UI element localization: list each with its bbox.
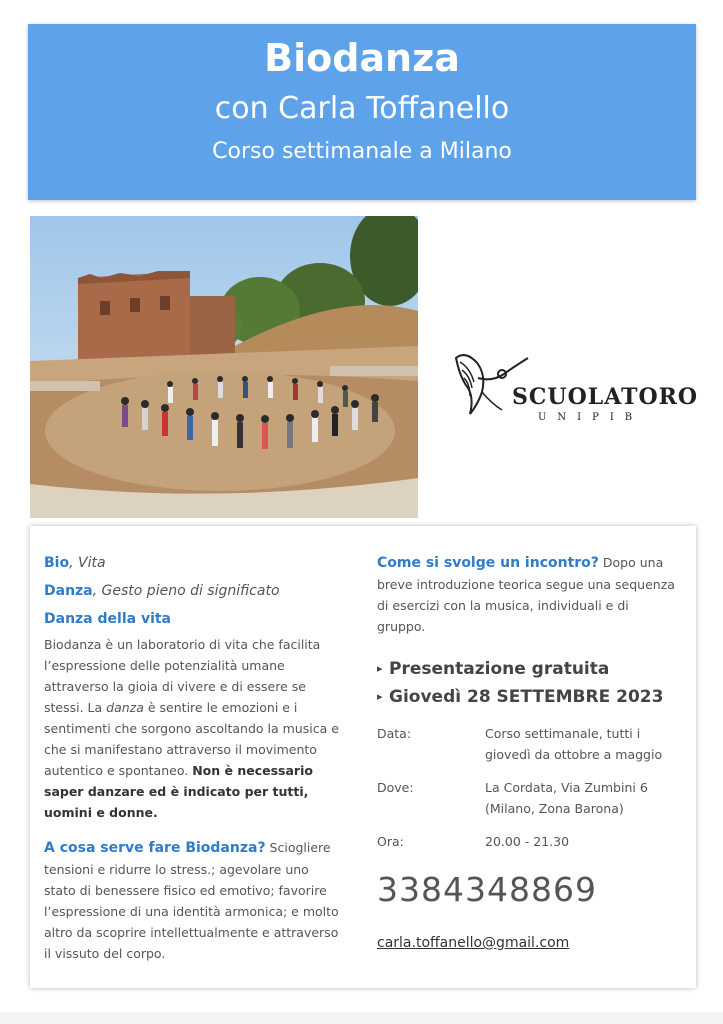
benefits-paragraph: A cosa serve fare Biodanza? Sciogliere tensioni e ridurre lo stress.; agevolare uno stato di benessere fisico ed emotivo; favorire l’espressione di una identità armonica; e molto altro da scoprire intellettualmente e attraverso il vissuto del corpo. [44,840,339,961]
session-paragraph: Come si svolge un incontro? Dopo una breve introduzione teorica segue una sequenza di esercizi con la musica, individuali e di gruppo. [377,555,675,634]
page-title: Biodanza [264,36,460,80]
danza-meaning: , Gesto pieno di significato [92,583,280,599]
left-column [44,552,344,964]
danza-line [44,580,344,602]
presentation-date: ▸ Giovedì 28 SETTEMBRE 2023 [377,683,677,711]
bio-line [44,552,344,574]
scuolatoro-logo [452,348,699,428]
page-subtitle: con Carla Toffanello [214,91,510,126]
info-row-data: Data: Corso settimanale, tutti i giovedì da ottobre a maggio [377,726,663,762]
page-footer-band [0,1012,723,1024]
info-card [30,526,696,988]
email-link[interactable]: carla.toffanello@gmail.com [377,935,570,951]
bio-word: Bio [44,555,70,571]
arrow-icon: ▸ [377,662,383,675]
arrow-icon: ▸ [377,690,383,703]
danza-word: Danza [44,583,93,599]
page-tagline: Corso settimanale a Milano [212,139,512,164]
header-banner [28,24,696,200]
session-question: Come si svolge un incontro? [377,555,599,571]
info-row-dove: Dove: La Cordata, Via Zumbini 6 (Milano, Zona Barona) [377,780,648,816]
event-photo [30,216,418,518]
bio-meaning: , Vita [69,555,106,571]
presentation-line: ▸ Presentazione gratuita [377,655,677,683]
right-column [377,552,677,951]
logo-name: SCUOLATORO [512,384,699,410]
description-paragraph: Biodanza è un laboratorio di vita che facilita l’espressione delle potenzialità umane attraverso la gioia di vivere e di essere se stessi. La danza è sentire le emozioni e i sentimenti che sorgono ascoltando la musica e che si manifestano attraverso il movimento autentico e spontaneo. Non è necessario saper danzare ed è indicato per tutti, uomini e donne. [44,637,339,820]
benefits-question: A cosa serve fare Biodanza? [44,840,266,856]
section-heading: Danza della vita [44,611,172,627]
logo-subname: UNIPIB [538,412,644,423]
info-row-ora: Ora: 20.00 - 21.30 [377,834,570,849]
phone-number: 3384348869 [377,870,597,909]
